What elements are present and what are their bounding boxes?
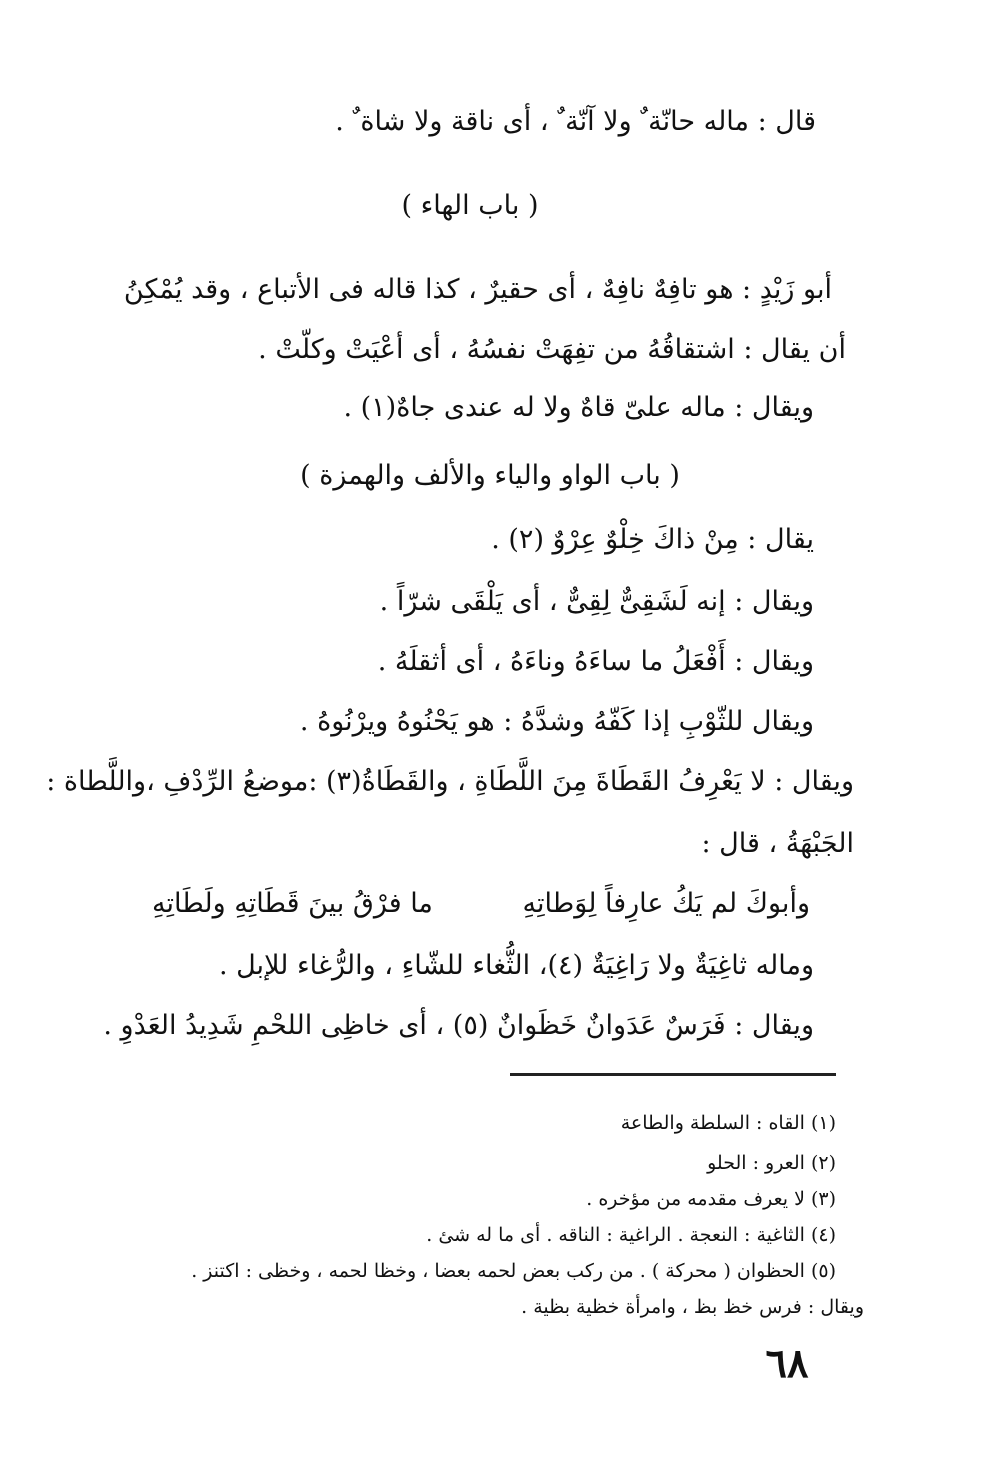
text-line-6: ويقال : إنه لَشَقِىٌّ لِقِىٌّ ، أى يَلْقَى شرّاً .: [379, 586, 814, 617]
verse-second-hemistich: ما فرْقُ بينَ قَطَاتِهِ ولَطَاتِهِ: [152, 888, 433, 919]
footnote-1: (١) القاه : السلطة والطاعة: [620, 1112, 836, 1134]
text-line-7: ويقال : أَفْعَلُ ما ساءَهُ وناءَهُ ، أى أثقلَهُ .: [377, 646, 814, 677]
footnote-divider: [510, 1073, 836, 1076]
footnote-5: (٥) الحظوان ( محركة ) . من ركب بعض لحمه بعضا ، وخظا لحمه ، وخظى : اكتنز .: [191, 1260, 836, 1282]
text-line-10: الجَبْهَةُ ، قال :: [701, 828, 854, 859]
page-number: ٦٨: [765, 1340, 809, 1387]
text-line-4: ويقال : ماله علىّ قاهٌ ولا له عندى جاهٌ(١) .: [343, 392, 814, 423]
footnote-5-continued: ويقال : فرس خظ بظ ، وامرأة خظية بظية .: [521, 1296, 864, 1318]
text-line-8: ويقال للثّوْبِ إذا كَفّهُ وشدَّهُ : هو يَحْنُوهُ ويرْنُوهُ .: [299, 706, 814, 737]
text-line-1: قال : ماله حانّة ٌ ولا آنّة ٌ ، أى ناقة ولا شاة ٌ .: [335, 106, 816, 137]
text-line-3: أن يقال : اشتقاقُهُ من تفِهَتْ نفسُهُ ، أى أعْيَتْ وكلّتْ .: [258, 334, 846, 365]
text-line-12: ويقال : فَرَسٌ عَدَوانٌ خَظَوانٌ (٥) ، أى خاظِى اللحْمِ شَدِيدُ العَدْوِ .: [103, 1010, 814, 1041]
verse-first-hemistich: وأبوكَ لم يَكُ عارِفاً لِوَطاتِهِ: [522, 888, 810, 919]
text-line-5: يقال : مِنْ ذاكَ خِلْوٌ عِرْوٌ (٢) .: [491, 524, 814, 555]
text-line-2: أبو زَيْدٍ : هو تافِهٌ نافِهٌ ، أى حقيرٌ ، كذا قاله فى الأتباع ، وقد يُمْكِنُ: [123, 274, 832, 305]
section-heading-ha: ( باب الهاء ): [401, 190, 539, 221]
text-line-9: ويقال : لا يَعْرِفُ القَطَاةَ مِنَ اللَّطَاةِ ، والقَطَاةُ(٣) :موضعُ الرِّدْفِ ،واللَّطاة :: [46, 766, 854, 797]
footnote-3: (٣) لا يعرف مقدمه من مؤخره .: [586, 1188, 836, 1210]
text-line-11: وماله ثاغِيَةٌ ولا رَاغِيَةٌ (٤)، الثُّغاء للشّاءِ ، والرُّغاء للإبل .: [218, 950, 814, 981]
footnote-2: (٢) العرو : الحلو: [707, 1152, 836, 1174]
footnote-4: (٤) الثاغية : النعجة . الراغية : الناقه . أى ما له شئ .: [426, 1224, 836, 1246]
section-heading-waw: ( باب الواو والياء والألف والهمزة ): [300, 460, 680, 491]
